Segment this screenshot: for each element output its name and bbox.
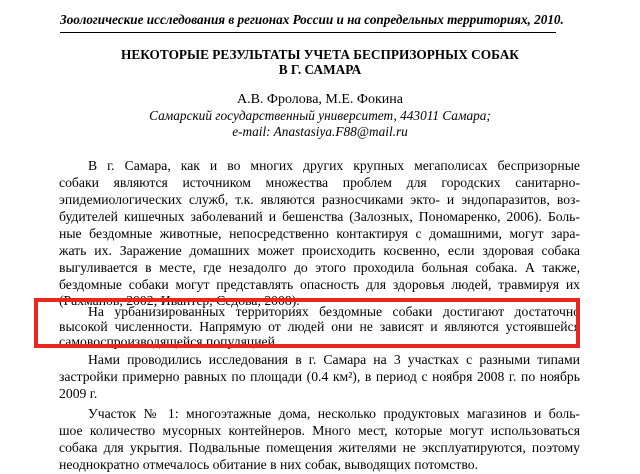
- body-line: будителей кишечных заболеваний и бешенства (Залозных, Пономаренко, 2006). Боль-: [59, 209, 580, 224]
- header-rule: [60, 32, 556, 33]
- body-line: ные бездомные животные, непосредственно контактируя с домашними, могут зара-: [59, 226, 580, 241]
- running-header: Зоологические исследования в регионах России и на сопредельных территориях, 2010.: [60, 12, 564, 27]
- body-line: (Рахманов, 2002; Ивантер, Седова, 2008).: [59, 293, 300, 308]
- body-line: жать их. Заражение домашних может происходить косвенно, если здоровая собака: [59, 243, 580, 258]
- body-line: собака для укрытия. Подвальные помещения жителями не эксплуатируются, поэтому: [59, 440, 580, 455]
- affiliation: Самарский государственный университет, 443011 Самара;: [149, 108, 491, 123]
- body-line: застройки примерно равных по площади (0.4 км²), в период с ноября 2008 г. по ноябрь: [59, 369, 580, 384]
- authors: А.В. Фролова, М.Е. Фокина: [236, 92, 403, 107]
- body-line: В г. Самара, как и во многих других крупных мегаполисах беспризорные: [88, 158, 580, 173]
- body-line: Нами проводились исследования в г. Самара на 3 участках с разными типами: [88, 352, 580, 367]
- body-line: Участок № 1: многоэтажные дома, несколько продуктовых магазинов и боль-: [88, 406, 580, 421]
- email: e-mail: Anastasiya.F88@mail.ru: [232, 124, 408, 139]
- body-line: бездомные собаки могут представлять опасность для здоровья людей, травмируя их: [59, 277, 580, 292]
- highlight-box: [34, 298, 580, 348]
- body-line: собаки являются источником множества проблем для городских санитарно-: [59, 175, 580, 190]
- body-line-highlighted: На урбанизированных территориях бездомные собаки достигают достаточно: [88, 304, 580, 319]
- body-line: неоднократно отмечалось обитание в них собак, выводящих потомство.: [59, 457, 478, 472]
- body-line-highlighted: высокой численности. Напрямую от людей они не зависят и являются устоявшейся: [59, 319, 580, 334]
- body-line: эпидемиологических служб, т.к. являются разносчиками экто- и эндопаразитов, воз-: [59, 192, 580, 207]
- body-line: шое количество мусорных контейнеров. Много мест, которые могут использоваться: [59, 423, 580, 438]
- body-line-highlighted: самовоспроизводящейся популяцией.: [59, 334, 279, 349]
- body-line: выгуливается в месте, где незадолго до этого проходила больная собака. А также,: [59, 260, 580, 275]
- article-title-line1: НЕКОТОРЫЕ РЕЗУЛЬТАТЫ УЧЕТА БЕСПРИЗОРНЫХ СОБАК: [121, 47, 519, 62]
- article-title-line2: В Г. САМАРА: [278, 62, 362, 77]
- body-line: 2009 г.: [59, 386, 98, 401]
